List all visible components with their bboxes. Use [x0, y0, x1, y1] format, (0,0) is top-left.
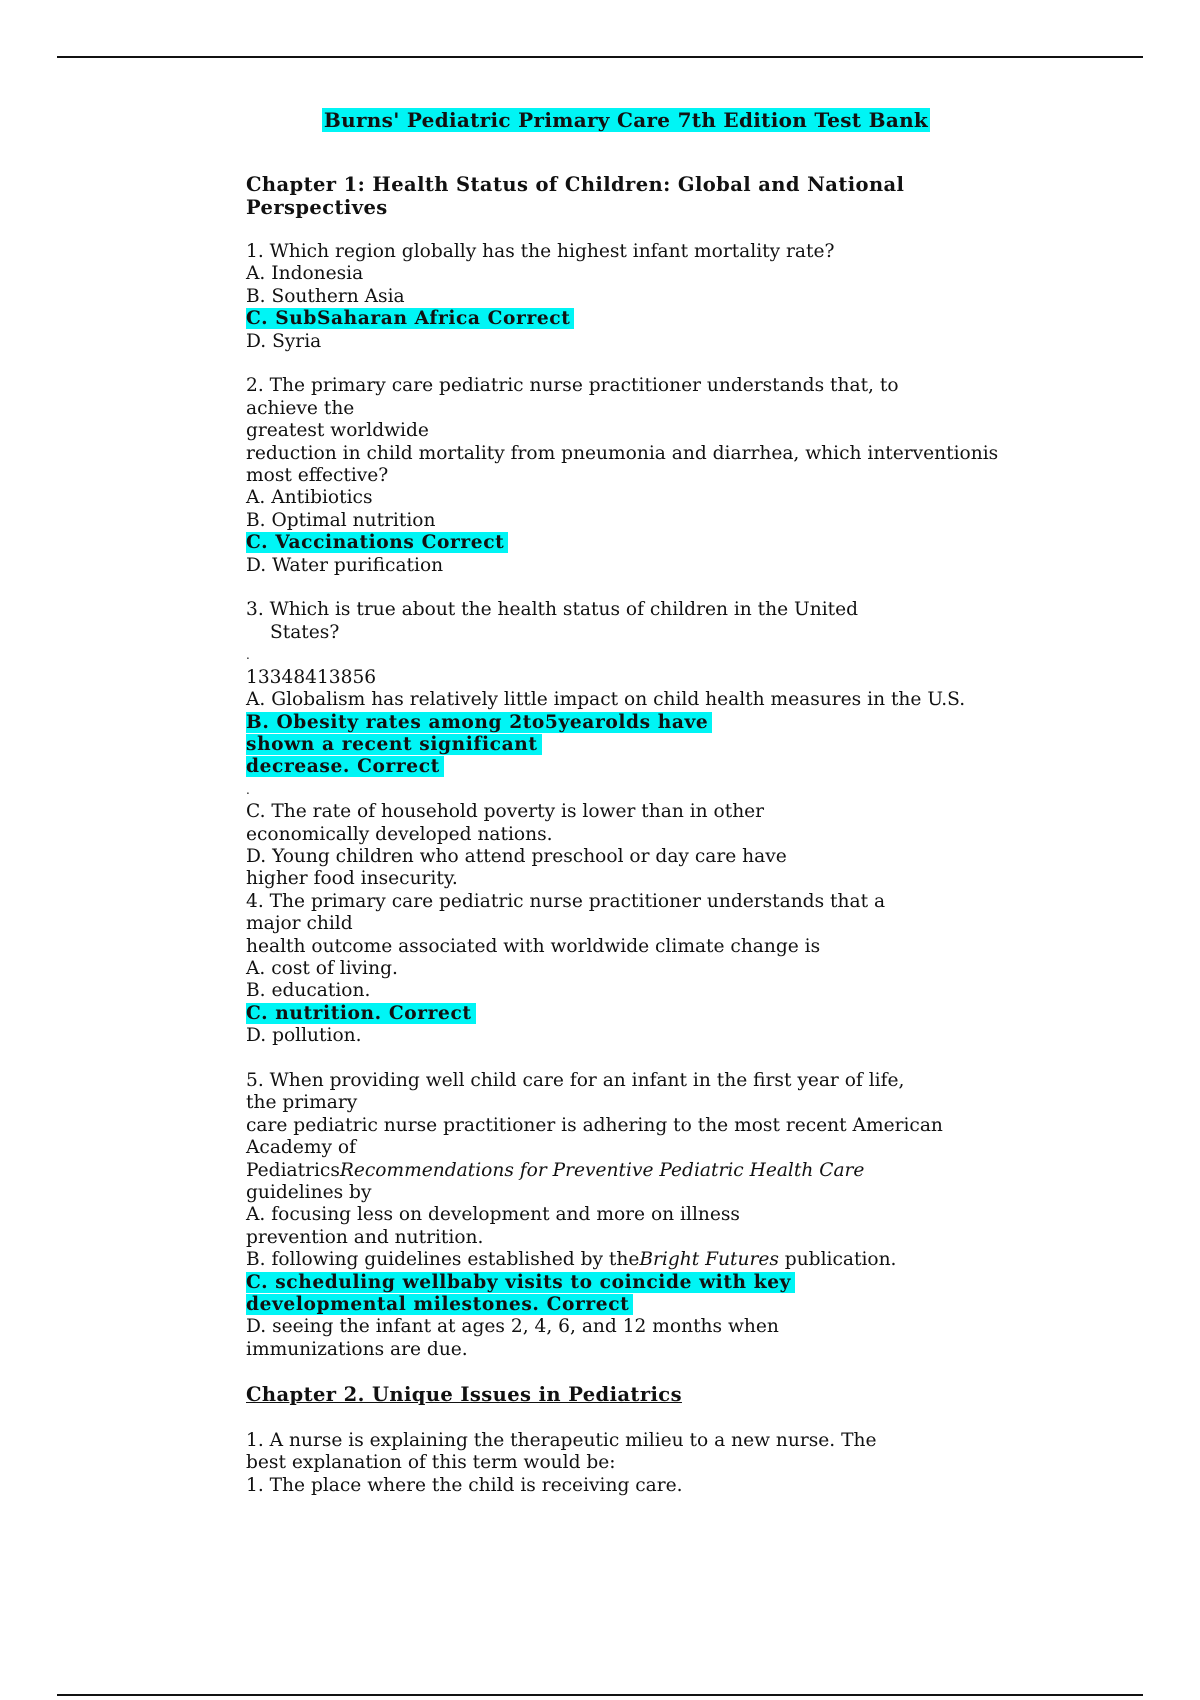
q5-stem-line-1: 5. When providing well child care for an infant in the first year of life, [246, 1069, 905, 1091]
q1-option-c-correct: C. SubSaharan Africa Correct [246, 308, 574, 329]
q1-option-d: D. Syria [246, 330, 322, 352]
ch2-q1-option-1: 1. The place where the child is receiving care. [246, 1474, 683, 1496]
q5-option-d-line-1: D. seeing the infant at ages 2, 4, 6, and 12 months when [246, 1316, 779, 1338]
chapter-1-heading-line-2: Perspectives [246, 195, 388, 219]
q1-option-b: B. Southern Asia [246, 285, 405, 307]
q5-stem-line-2: the primary [246, 1092, 358, 1114]
q5-stem-line-4: Academy of [246, 1137, 356, 1159]
document-body [246, 174, 1006, 1497]
q3-option-d-line-1: D. Young children who attend preschool or day care have [246, 845, 787, 867]
q2-option-a: A. Antibiotics [246, 487, 373, 509]
q2-stem-line-2: achieve the [246, 397, 355, 419]
q1-option-a: A. Indonesia [246, 263, 364, 285]
q3-dot-1: . [246, 648, 250, 663]
q5-option-c-correct-line-1: C. scheduling wellbaby visits to coincide with key [246, 1272, 795, 1293]
top-rule [57, 56, 1143, 58]
q2-stem-line-3: greatest worldwide [246, 420, 429, 442]
q5-publication-title: Recommendations for Preventive Pediatric Health Care [339, 1159, 865, 1181]
chapter-1-heading-line-1: Chapter 1: Health Status of Children: Global and National [246, 173, 905, 196]
q4-stem-line-1: 4. The primary care pediatric nurse practitioner understands that a [246, 890, 886, 912]
bottom-rule [57, 1694, 1143, 1696]
q4-option-c-correct: C. nutrition. Correct [246, 1003, 476, 1024]
q3-option-b-correct-line-1: B. Obesity rates among 2to5yearolds have [246, 712, 712, 733]
q5-option-d-line-2: immunizations are due. [246, 1338, 468, 1360]
q3-dot-2: . [246, 782, 250, 797]
q5-bright-futures: Bright Futures [639, 1249, 779, 1271]
q4-option-b: B. education. [246, 980, 371, 1002]
q3-option-d-line-2: higher food insecurity. [246, 868, 458, 890]
ch2-q1-stem-line-1: 1. A nurse is explaining the therapeutic milieu to a new nurse. The [246, 1429, 877, 1451]
document-title-text: Burns' Pediatric Primary Care 7th Edition Test Bank [323, 108, 929, 132]
q2-option-d: D. Water purification [246, 554, 444, 576]
q2-stem-line-4: reduction in child mortality from pneumonia and diarrhea, which interventionis [246, 442, 999, 464]
q4-option-d: D. pollution. [246, 1025, 362, 1047]
q2-stem-line-1: 2. The primary care pediatric nurse practitioner understands that, to [246, 375, 899, 397]
q3-option-b-correct-line-3: decrease. Correct [246, 756, 444, 777]
q4-stem-line-2: major child [246, 913, 353, 935]
q5-option-a-line-1: A. focusing less on development and more on illness [246, 1204, 740, 1226]
q2-stem-line-5: most effective? [246, 465, 389, 487]
q1-stem: 1. Which region globally has the highest infant mortality rate? [246, 241, 835, 262]
q3-option-b-correct-line-2: shown a recent significant [246, 734, 542, 755]
q3-stem-line-1: 3. Which is true about the health status of children in the United [246, 599, 859, 621]
q3-option-a: A. Globalism has relatively little impact on child health measures in the U.S. [246, 689, 966, 711]
q5-option-b: B. following guidelines established by theBright Futures publication. [246, 1249, 897, 1271]
q5-stem-line-6: guidelines by [246, 1182, 372, 1204]
q2-option-b: B. Optimal nutrition [246, 509, 436, 531]
chapter-2-heading: Chapter 2. Unique Issues in Pediatrics [246, 1383, 682, 1407]
q5-stem-line-5: PediatricsRecommendations for Preventive Pediatric Health Care [246, 1159, 865, 1181]
document-title [246, 108, 1006, 132]
q3-option-c-line-1: C. The rate of household poverty is lower than in other [246, 801, 765, 823]
q5-stem-line-3: care pediatric nurse practitioner is adhering to the most recent American [246, 1114, 943, 1136]
q2-option-c-correct: C. Vaccinations Correct [246, 532, 508, 553]
ch2-q1-stem-line-2: best explanation of this term would be: [246, 1452, 616, 1474]
q5-option-a-line-2: prevention and nutrition. [246, 1226, 484, 1248]
q4-option-a: A. cost of living. [246, 957, 398, 979]
q5-option-c-correct-line-2: developmental milestones. Correct [246, 1294, 633, 1315]
q3-stem-line-2: States? [270, 621, 340, 643]
q3-code: 13348413856 [246, 666, 377, 688]
q3-option-c-line-2: economically developed nations. [246, 823, 553, 845]
q4-stem-line-3: health outcome associated with worldwide climate change is [246, 935, 821, 957]
